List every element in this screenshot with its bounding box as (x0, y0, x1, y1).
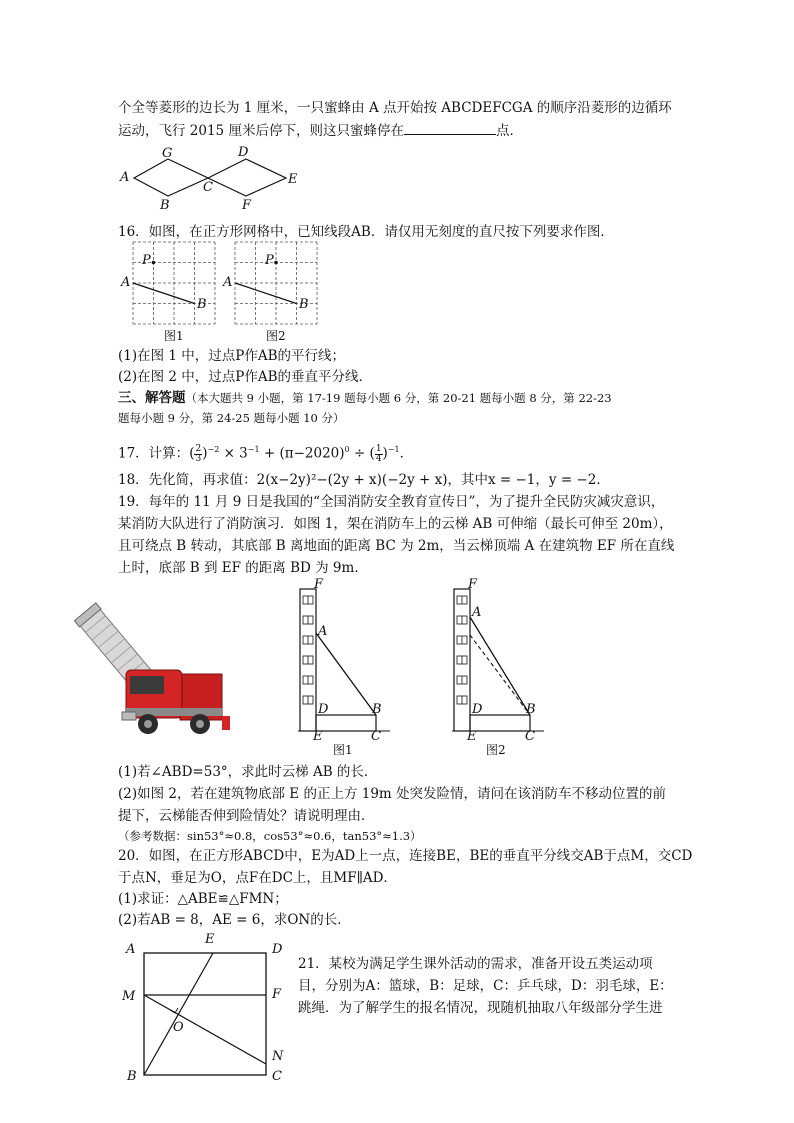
fig2-label-d: D (472, 702, 483, 717)
q20-label-a: A (126, 942, 136, 957)
q15-label-c: C (203, 180, 213, 195)
q15-line2-b: 点． (495, 123, 523, 139)
q20-label-m: M (122, 989, 136, 1004)
grid-caption-1: 图1 (164, 329, 184, 343)
fig1-label-b: B (372, 702, 382, 717)
fig1-label-e: E (313, 729, 323, 744)
q20-line1: 20．如图，在正方形ABCD中，E为AD上一点，连接BE，BE的垂直平分线交AB于点M，交CD (118, 848, 693, 864)
fig1-label-c: C (371, 729, 381, 744)
grid1-label-a: A (121, 275, 131, 290)
fig1-label-a: A (318, 624, 328, 639)
rhombus-left (134, 159, 208, 196)
q20-label-e: E (205, 932, 215, 947)
q19-line1: 19．每年的 11 月 9 日是我国的“全国消防安全教育宣传日”，为了提升全民防灾减灾意识， (118, 494, 665, 510)
ladder-ab (470, 617, 530, 715)
segment-ab (235, 283, 297, 304)
q17-exp1: −2 (207, 445, 220, 454)
q17-fraction-2 (375, 445, 383, 464)
fig1-label-d: D (318, 702, 329, 717)
q15-label-d: D (238, 145, 249, 160)
fig1-label-f: F (314, 577, 324, 592)
q20-part1: (1)求证：△ABE≌△FMN； (118, 891, 288, 907)
point-p-dot (152, 261, 156, 265)
right-angle-mark (170, 1008, 178, 1013)
q19-line2: 某消防大队进行了消防演习．如图 1，架在消防车上的云梯 AB 可伸缩（最长可伸至 20m）， (118, 516, 673, 532)
q21-line2: 目，分别为A：篮球，B：足球，C：乒乓球，D：羽毛球，E： (298, 978, 673, 994)
grid2-label-b: B (299, 297, 309, 312)
answer-blank (404, 120, 496, 135)
q17-prefix: 17．计算： (118, 445, 190, 462)
fig1-caption: 图1 (333, 743, 353, 757)
truck-box (470, 715, 530, 731)
square-figure (140, 947, 270, 1077)
q21-line1: 21．某校为满足学生课外活动的需求，准备开设五类运动项 (298, 956, 653, 972)
q20-label-b: B (127, 1069, 137, 1084)
q17-exp3: 0 (344, 445, 350, 454)
q19-line3: 且可绕点 B 转动，其底部 B 离地面的距离 BC 为 2m，当云梯顶端 A 在建筑物 EF 所在直线 (118, 538, 675, 554)
ladder-figure-1 (290, 585, 400, 745)
q15-line2 (118, 120, 523, 141)
segment-ab (133, 283, 195, 304)
q19-reference: （参考数据：sin53°≈0.8，cos53°≈0.6，tan53°≈1.3） (118, 829, 422, 843)
segment-mn (144, 995, 266, 1064)
fig2-label-c: C (525, 729, 535, 744)
fig2-label-a: A (472, 605, 482, 620)
fig2-label-e: E (467, 729, 477, 744)
fire-truck-image (122, 600, 242, 740)
q17-exp4: −1 (387, 445, 400, 454)
section3-heading (118, 388, 612, 408)
q20-label-n: N (272, 1049, 284, 1064)
q15-label-a: A (120, 170, 130, 185)
q16-part1: (1)在图 1 中，过点P作AB的平行线； (118, 348, 346, 364)
q17-f1-num: 2 (195, 443, 202, 454)
q17-fraction-1 (194, 445, 202, 464)
fig2-caption: 图2 (486, 743, 506, 757)
q19-part1: (1)若∠ABD=53°，求此时云梯 AB 的长． (118, 764, 378, 780)
q17-end: ． (399, 445, 414, 462)
section3-note1: （本大题共 9 小题，第 17-19 题每小题 6 分，第 20-21 题每小题 8 分，第 22-23 (185, 391, 612, 405)
fig2-label-f: F (468, 577, 478, 592)
q20-line2: 于点N，垂足为O，点F在DC上，且MF∥AD． (118, 870, 397, 886)
point-p-dot (274, 261, 278, 265)
square-abcd (144, 953, 266, 1075)
q17-exp2: −1 (247, 445, 260, 454)
q17-mid3: ÷ (349, 445, 370, 462)
section3-title: 三、解答题 (118, 390, 186, 406)
q17-f2-den: 4 (375, 453, 382, 464)
grid1-label-p: P (142, 253, 151, 268)
q16-part2: (2)在图 2 中，过点P作AB的垂直平分线． (118, 369, 373, 385)
grid2-label-a: A (223, 275, 233, 290)
q15-label-g: G (162, 146, 173, 161)
q17-mid2: + (π−2020) (259, 445, 345, 462)
fig2-label-b: B (526, 702, 536, 717)
ladder-figure-2 (444, 585, 554, 745)
q19-part2-line2: 提下，云梯能否伸到险情处？请说明理由． (118, 808, 375, 824)
q20-label-o: O (173, 1020, 184, 1035)
q17-expression: 17．计算：( $\frac{2}{3})^{-2} \times 3^{-1} + (\pi-2020)^0$ ÷ ( $\frac{1}{4})^{-1}$． (118, 443, 414, 464)
grid-caption-2: 图2 (266, 329, 286, 343)
q17-mid1: × 3 (219, 445, 248, 462)
q20-label-d: D (272, 942, 283, 957)
q20-part2: (2)若AB = 8，AE = 6，求ON的长． (118, 912, 351, 928)
q15-label-b: B (160, 198, 170, 213)
q15-label-f: F (242, 198, 252, 213)
q18-text: 18．先化简，再求值：2(x−2y)²−(2y + x)(−2y + x)，其中x = −1，y = −2． (118, 472, 610, 488)
q15-line1: 个全等菱形的边长为 1 厘米，一只蜜蜂由 A 点开始按 ABCDEFCGA 的顺序沿菱形的边循环 (118, 100, 672, 116)
q17-f1-den: 3 (195, 453, 202, 464)
truck-box (316, 715, 376, 731)
q19-line4: 上时，底部 B 到 EF 的距离 BD 为 9m． (118, 560, 368, 576)
q19-part2-line1: (2)如图 2，若在建筑物底部 E 的正上方 19m 处突发险情，请问在该消防车不移动位置的前 (118, 786, 667, 802)
rhombus-right (208, 159, 286, 196)
q21-line3: 跳绳．为了解学生的报名情况，现随机抽取八年级部分学生进 (298, 1000, 663, 1016)
section3-note2: 题每小题 9 分，第 24-25 题每小题 10 分） (118, 411, 345, 425)
grid2-label-p: P (265, 253, 274, 268)
q17-f2-num: 1 (375, 443, 382, 454)
q16-stem: 16．如图，在正方形网格中，已知线段AB．请仅用无刻度的直尺按下列要求作图． (118, 224, 614, 240)
q20-label-f: F (272, 987, 282, 1002)
grid1-label-b: B (197, 297, 207, 312)
q15-label-e: E (288, 172, 298, 187)
q20-label-c: C (272, 1069, 282, 1084)
q15-line2-a: 运动，飞行 2015 厘米后停下，则这只蜜蜂停在 (118, 123, 404, 139)
